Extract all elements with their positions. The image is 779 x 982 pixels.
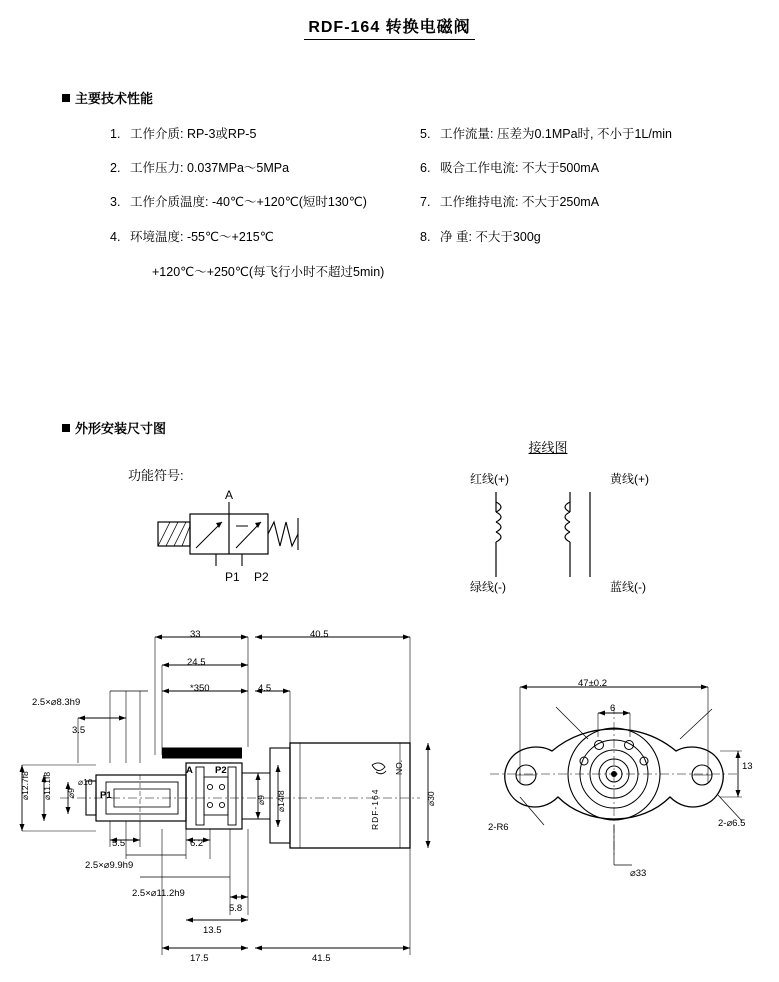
dimensions-heading (62, 418, 166, 437)
dim-4-5: 4.5 (258, 683, 272, 694)
wiring-heading: 接线图 (528, 440, 568, 455)
dim-2-r6: 2-R6 (488, 822, 509, 833)
dim-9-left: ⌀9 (66, 788, 76, 798)
function-symbol-port-p1: P1 (225, 570, 240, 584)
spec-2-number: 2. (110, 161, 121, 175)
dim-5-5: 5.5 (112, 838, 126, 849)
spec-5-number: 5. (420, 127, 431, 141)
wire-label-red: 红线(+) (470, 472, 510, 486)
dim-41-5: 41.5 (312, 953, 331, 964)
dim-5-8: 5.8 (229, 903, 243, 914)
side-view-drawing (480, 665, 770, 925)
spec-7-number: 7. (420, 195, 431, 209)
spec-3-number: 3. (110, 195, 121, 209)
function-symbol-label: 功能符号: (128, 468, 184, 483)
function-symbol-port-p2: P2 (254, 570, 269, 584)
spec-7-text: 工作维持电流: 不大于250mA (440, 195, 600, 209)
spec-6-text: 吸合工作电流: 不大于500mA (440, 161, 600, 175)
body-label-rdf164: RDF-164 (370, 788, 380, 830)
performance-heading-label: 主要技术性能 (75, 91, 154, 106)
page-title-text: RDF-164 转换电磁阀 (304, 19, 474, 40)
spec-6-number: 6. (420, 161, 431, 175)
dim-17-5: 17.5 (190, 953, 209, 964)
page-title (0, 14, 779, 37)
spec-item-6 (420, 161, 599, 177)
dim-2-5x8-3h9: 2.5×⌀8.3h9 (32, 697, 81, 708)
spec-8-text: 净 重: 不大于300g (440, 230, 541, 244)
dim-350: *350 (190, 683, 210, 694)
dim-30: ⌀30 (426, 791, 436, 806)
dim-2-6-5: 2-⌀6.5 (718, 818, 746, 829)
bullet-square-icon-2 (62, 424, 70, 432)
dimensions-heading-label: 外形安装尺寸图 (75, 421, 167, 436)
spec-8-number: 8. (420, 230, 431, 244)
dim-24-5: 24.5 (187, 657, 206, 668)
dim-33: 33 (190, 629, 201, 640)
spec-4-text: 环境温度: -55℃～+215℃ (130, 230, 274, 244)
dim-14f8: ⌀14f8 (276, 790, 286, 812)
function-symbol-port-a: A (225, 488, 234, 502)
dim-3-5: 3.5 (72, 725, 86, 736)
front-view-port-p2: P2 (215, 765, 227, 776)
spec-item-1 (110, 127, 256, 143)
spec-item-7 (420, 195, 599, 211)
dim-13-5: 13.5 (203, 925, 222, 936)
spec-1-number: 1. (110, 127, 121, 141)
spec-4-number: 4. (110, 230, 121, 244)
spec-item-5 (420, 127, 672, 143)
body-label-no: NO. (394, 759, 404, 775)
dim-47: 47±0.2 (578, 678, 607, 689)
dim-2-5x11-2h9: 2.5×⌀11.2h9 (132, 888, 185, 899)
dim-9-right: ⌀9 (256, 795, 266, 805)
spec-3-text: 工作介质温度: -40℃～+120℃(短时130℃) (130, 195, 367, 209)
front-view-port-a: A (186, 765, 193, 776)
wire-label-blue: 蓝线(-) (610, 580, 646, 594)
dim-6: 6 (610, 703, 616, 714)
front-view-drawing (0, 615, 470, 982)
spec-1-text: 工作介质: RP-3或RP-5 (130, 127, 257, 141)
dim-10: ⌀10 (78, 777, 93, 787)
spec-item-4-continued: +120℃～+250℃(每飞行小时不超过5min) (152, 265, 385, 279)
front-view-port-p1: P1 (100, 790, 112, 801)
dim-2-5x9-9h9: 2.5×⌀9.9h9 (85, 860, 134, 871)
dim-6-2: 6.2 (190, 838, 204, 849)
spec-2-text: 工作压力: 0.037MPa～5MPa (130, 161, 290, 175)
spec-item-4 (110, 230, 274, 246)
wire-label-yellow: 黄线(+) (610, 472, 650, 486)
wiring-schematic (486, 492, 686, 577)
spec-item-2 (110, 161, 289, 177)
dim-40-5: 40.5 (310, 629, 329, 640)
spec-item-8 (420, 230, 541, 246)
dim-11-1f8: ⌀11.1f8 (42, 771, 52, 800)
function-symbol-diagram (148, 492, 328, 582)
wire-label-green: 绿线(-) (470, 580, 506, 594)
dim-33-flange: ⌀33 (630, 868, 647, 879)
dim-12-7f8: ⌀12.7f8 (20, 771, 30, 800)
dim-13: 13 (742, 761, 753, 772)
bullet-square-icon (62, 94, 70, 102)
performance-heading (62, 88, 153, 107)
spec-item-3 (110, 195, 367, 211)
spec-5-text: 工作流量: 压差为0.1MPa时, 不小于1L/min (440, 127, 672, 141)
